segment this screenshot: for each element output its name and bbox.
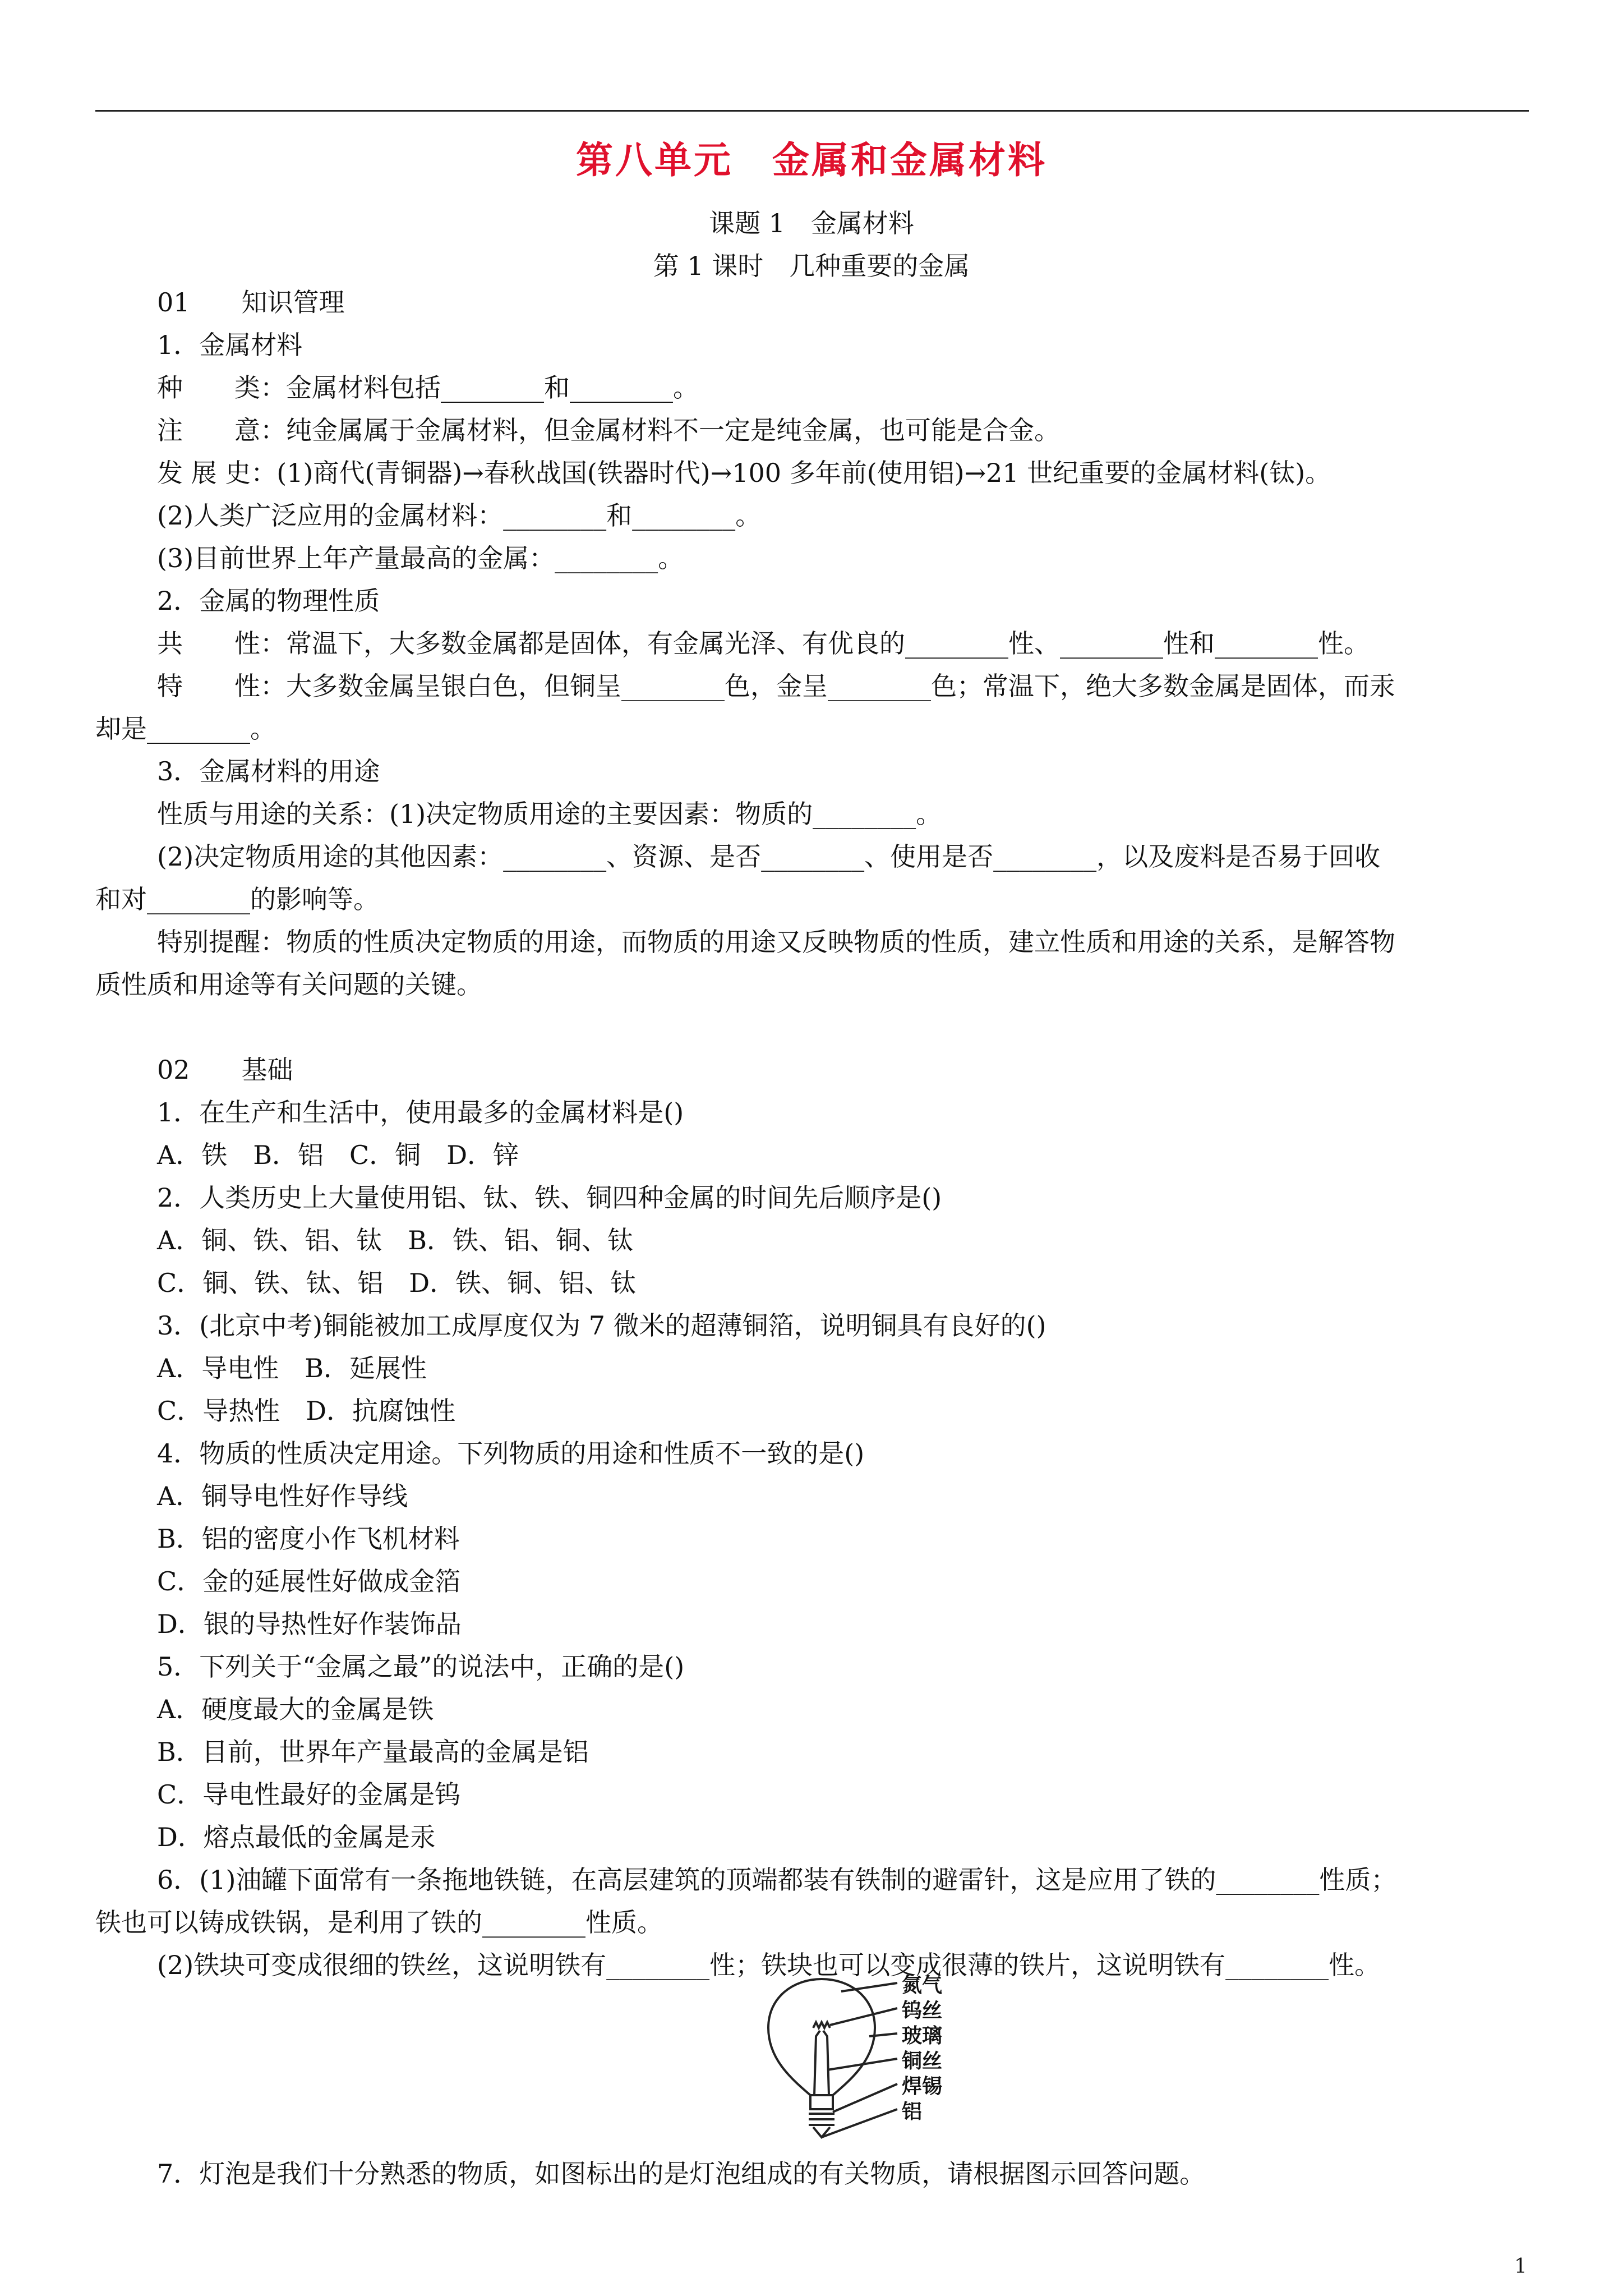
bulb-label-nitrogen: 氮气: [902, 1974, 943, 1997]
bulb-label-glass: 玻璃: [902, 2024, 943, 2047]
question-stem: 2．人类历史上大量使用铝、钛、铁、铜四种金属的时间先后顺序是(): [157, 1182, 942, 1213]
text-line: 3．金属材料的用途: [157, 756, 380, 786]
question-stem: 4．物质的性质决定用途。下列物质的用途和性质不一致的是(): [157, 1438, 865, 1469]
question-option: C．金的延展性好做成金箔: [157, 1566, 461, 1596]
bulb-label-tungsten: 钨丝: [902, 1999, 943, 2022]
question-options: A．导电性 B．延展性: [157, 1353, 427, 1383]
text-line: 特 性：大多数金属呈银白色，但铜呈________色，金呈________色；常温下，绝大多数金属是固体，而汞: [157, 671, 1395, 701]
lesson-title: 课题 1 金属材料: [709, 208, 914, 238]
question-option: A．硬度最大的金属是铁: [157, 1694, 434, 1724]
question-option: A．铜导电性好作导线: [157, 1481, 408, 1511]
section-heading: 01 知识管理: [157, 287, 345, 318]
bulb-label-list: [902, 1973, 942, 2124]
text-line: (2)决定物质用途的其他因素：________、资源、是否________、使用是否________，以及废料是否易于回收: [157, 841, 1381, 872]
question-stem: 5．下列关于“金属之最”的说法中，正确的是(): [157, 1651, 685, 1682]
unit-title: 第八单元 金属和金属材料: [576, 139, 1047, 182]
question-option: B．铝的密度小作飞机材料: [157, 1524, 460, 1554]
bulb-label-aluminum: 铝: [902, 2100, 923, 2123]
text-line: 特别提醒：物质的性质决定物质的用途，而物质的用途又反映物质的性质，建立性质和用途的关系，是解答物: [157, 927, 1395, 957]
question-option: D．熔点最低的金属是汞: [157, 1822, 436, 1852]
question-options: C．铜、铁、钛、铝 D．铁、铜、铝、钛: [157, 1268, 637, 1298]
header-rule: [95, 110, 1529, 112]
question-stem: 3．(北京中考)铜能被加工成厚度仅为 7 微米的超薄铜箔，说明铜具有良好的(): [157, 1310, 1046, 1341]
text-line: (2)铁块可变成很细的铁丝，这说明铁有________性；铁块也可以变成很薄的铁片，这说明铁有________性。: [157, 1950, 1381, 1980]
text-line: (3)目前世界上年产量最高的金属：________。: [157, 543, 684, 573]
text-line: 种 类：金属材料包括________和________。: [157, 372, 699, 403]
question-option: C．导电性最好的金属是钨: [157, 1779, 461, 1810]
question-options: A．铜、铁、铝、钛 B．铁、铝、铜、钛: [157, 1225, 634, 1255]
page-number: 1: [1514, 2255, 1527, 2278]
text-line: 和对________的影响等。: [95, 884, 379, 914]
question-options: C．导热性 D．抗腐蚀性: [157, 1396, 456, 1426]
text-line: 共 性：常温下，大多数金属都是固体，有金属光泽、有优良的________性、________性和________性。: [157, 628, 1370, 659]
text-line: 1．金属材料: [157, 330, 303, 360]
question-stem: 7．灯泡是我们十分熟悉的物质，如图标出的是灯泡组成的有关物质，请根据图示回答问题。: [157, 2159, 1206, 2189]
section-heading: 02 基础: [157, 1055, 293, 1085]
bulb-label-copper-wire: 铜丝: [902, 2050, 943, 2073]
question-stem: 6．(1)油罐下面常有一条拖地铁链，在高层建筑的顶端都装有铁制的避雷针，这是应用了铁的________性质；: [157, 1865, 1397, 1895]
question-option: D．银的导热性好作装饰品: [157, 1609, 462, 1639]
text-line: 却是________。: [95, 714, 276, 744]
text-line: 注 意：纯金属属于金属材料，但金属材料不一定是纯金属，也可能是合金。: [157, 415, 1060, 445]
text-line: 性质与用途的关系：(1)决定物质用途的主要因素：物质的________。: [157, 799, 942, 829]
text-line: 质性质和用途等有关问题的关键。: [95, 969, 482, 1000]
period-title: 第 1 课时 几种重要的金属: [653, 251, 970, 281]
text-line: 铁也可以铸成铁锅，是利用了铁的________性质。: [95, 1907, 663, 1938]
question-stem: 1．在生产和生活中，使用最多的金属材料是(): [157, 1097, 684, 1128]
question-options: A．铁 B．铝 C．铜 D．锌: [157, 1140, 519, 1170]
question-option: B．目前，世界年产量最高的金属是铝: [157, 1737, 589, 1767]
text-line: (2)人类广泛应用的金属材料：________和________。: [157, 500, 762, 531]
bulb-label-solder: 焊锡: [902, 2075, 943, 2098]
text-line: 2．金属的物理性质: [157, 586, 380, 616]
text-line: 发 展 史：(1)商代(青铜器)→春秋战国(铁器时代)→100 多年前(使用铝)→21 世纪重要的金属材料(钛)。: [157, 458, 1331, 488]
